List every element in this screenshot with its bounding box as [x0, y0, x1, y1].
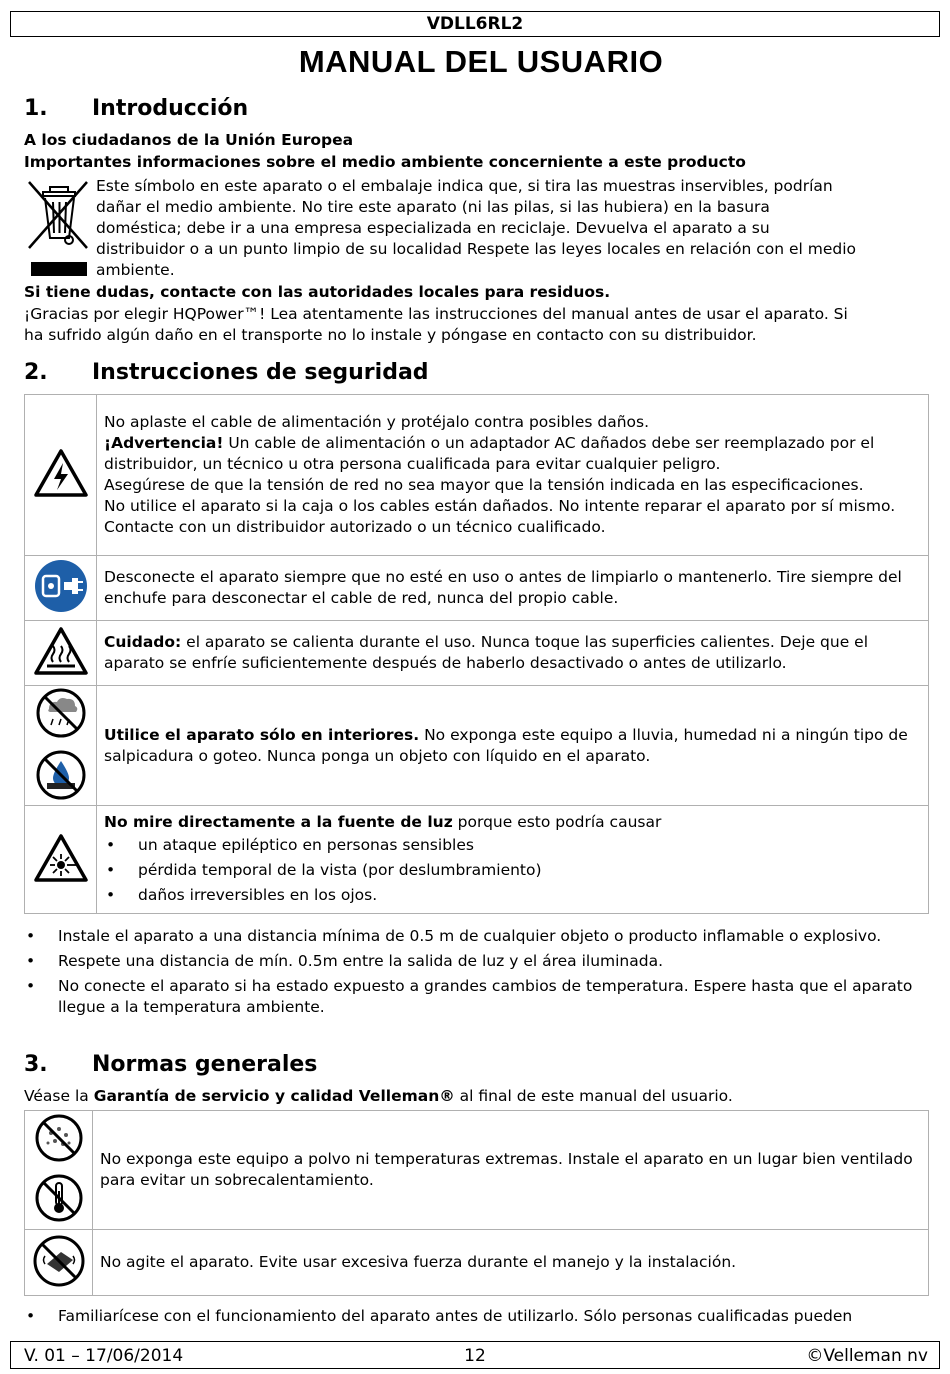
section-heading: 1. Introducción [24, 96, 249, 121]
list-item: • Respete una distancia de mín. 0.5m entre la salida de luz y el área iluminada. [24, 951, 924, 972]
section-introduction [24, 96, 934, 121]
list-item: • un ataque epiléptico en personas sensibles [104, 833, 920, 858]
table-row [25, 395, 929, 556]
safety-table [24, 394, 929, 914]
section-safety [24, 360, 429, 385]
voltage-text: Asegúrese de que la tensión de red no sea mayor que la tensión indicada en las especificaciones. [104, 476, 864, 494]
thanks-paragraph: ¡Gracias por elegir HQPower™! Lea atentamente las instrucciones del manual antes de usar el aparato. Si ha sufrido algún daño en el transporte no lo instale y póngase en contacto con su distribuidor. [24, 305, 848, 344]
light-source-warning: No mire directamente a la fuente de luz porque esto podría causar [104, 812, 662, 831]
list-item: • pérdida temporal de la vista (por deslumbramiento) [104, 858, 920, 883]
model-number: VDLL6RL2 [426, 14, 524, 34]
document-title: MANUAL DEL USUARIO [298, 44, 664, 79]
no-water-splash-icon [25, 749, 96, 805]
eu-citizens-line: A los ciudadanos de la Unión Europea [24, 131, 354, 149]
no-extreme-temperature-icon [25, 1173, 92, 1227]
no-shaking-text: No agite el aparato. Evite usar excesiva fuerza durante el manejo y la instalación. [93, 1230, 929, 1296]
risk-list [104, 833, 920, 908]
environment-info-line: Importantes informaciones sobre el medio ambiente concerniente a este producto [24, 153, 746, 171]
doubt-line: Si tiene dudas, contacte con las autoridades locales para residuos. [24, 283, 611, 301]
no-shaking-icon [32, 1234, 86, 1292]
footer-version: V. 01 – 17/06/2014 [24, 1346, 184, 1366]
table-row [25, 556, 929, 621]
page-number: 12 [464, 1346, 486, 1366]
safety-bullet-list [24, 926, 924, 1022]
damage-text: No utilice el aparato si la caja o los cables están dañados. No intente reparar el aparato por sí mismo. Contacte con un distribuidor autorizado o un técnico cualificado. [104, 497, 896, 536]
section-heading: 3. Normas generales [24, 1052, 318, 1077]
table-row [25, 806, 929, 914]
warranty-line: Véase la Garantía de servicio y calidad Velleman® al final de este manual del usuario. [24, 1087, 733, 1105]
list-item: • Familiarícese con el funcionamiento del aparato antes de utilizarlo. Sólo personas cualificadas pueden [24, 1306, 934, 1327]
section-heading: 2. Instrucciones de seguridad [24, 360, 429, 385]
hot-surface-icon [33, 626, 89, 680]
table-row [25, 1230, 929, 1296]
cable-protection-text: No aplaste el cable de alimentación y protéjalo contra posibles daños. [104, 413, 649, 431]
table-row: Utilice el aparato sólo en interiores. No exponga este equipo a lluvia, humedad ni a ningún tipo de salpicadura o goteo. Nunca ponga un objeto con líquido en el aparato. [25, 686, 929, 806]
section-general [24, 1052, 317, 1077]
table-row: Cuidado: el aparato se calienta durante el uso. Nunca toque las superficies calientes. Deje que el aparato se enfríe suficientemente después de haberlo desactivado o antes de utilizarlo. [25, 621, 929, 686]
general-table [24, 1110, 929, 1296]
warning-paragraph: ¡Advertencia! Un cable de alimentación o un adaptador AC dañados debe ser reemplazado por el distribuidor, un técnico u otra persona cualificada para evitar cualquier peligro. [104, 434, 875, 473]
weee-bin-icon [25, 178, 91, 282]
unplug-text: Desconecte el aparato siempre que no esté en uso o antes de limpiarlo o mantenerlo. Tire siempre del enchufe para desconectar el cable de red, nunca del propio cable. [97, 556, 929, 621]
list-item: • Instale el aparato a una distancia mínima de 0.5 m de cualquier objeto o producto inflamable o explosivo. [24, 926, 924, 947]
no-rain-icon [25, 687, 96, 743]
footer-copyright: ©Velleman nv [806, 1346, 928, 1366]
electric-hazard-icon [33, 448, 89, 502]
general-bullet-list [24, 1306, 934, 1331]
no-dust-icon [25, 1113, 92, 1167]
list-item: • daños irreversibles en los ojos. [104, 883, 920, 908]
unplug-icon [33, 558, 89, 618]
laser-warning-icon [33, 833, 89, 887]
weee-paragraph: Este símbolo en este aparato o el embalaje indica que, si tira las muestras inservibles, podrían dañar el medio ambiente. No tire este aparato (ni las pilas, si las hubiera) en la basura doméstica; debe ir a una empresa especializada en reciclaje. Devuelva el aparato a su distribuidor o a un punto limpio de su localidad Respete las leyes locales en relación con el medio ambiente. [96, 177, 856, 279]
table-row [25, 1111, 929, 1230]
list-item: • No conecte el aparato si ha estado expuesto a grandes cambios de temperatura. Espere hasta que el aparato llegue a la temperatura ambiente. [24, 976, 924, 1018]
dust-temperature-text: No exponga este equipo a polvo ni temperaturas extremas. Instale el aparato en un lugar bien ventilado para evitar un sobrecalentamiento. [93, 1111, 929, 1230]
